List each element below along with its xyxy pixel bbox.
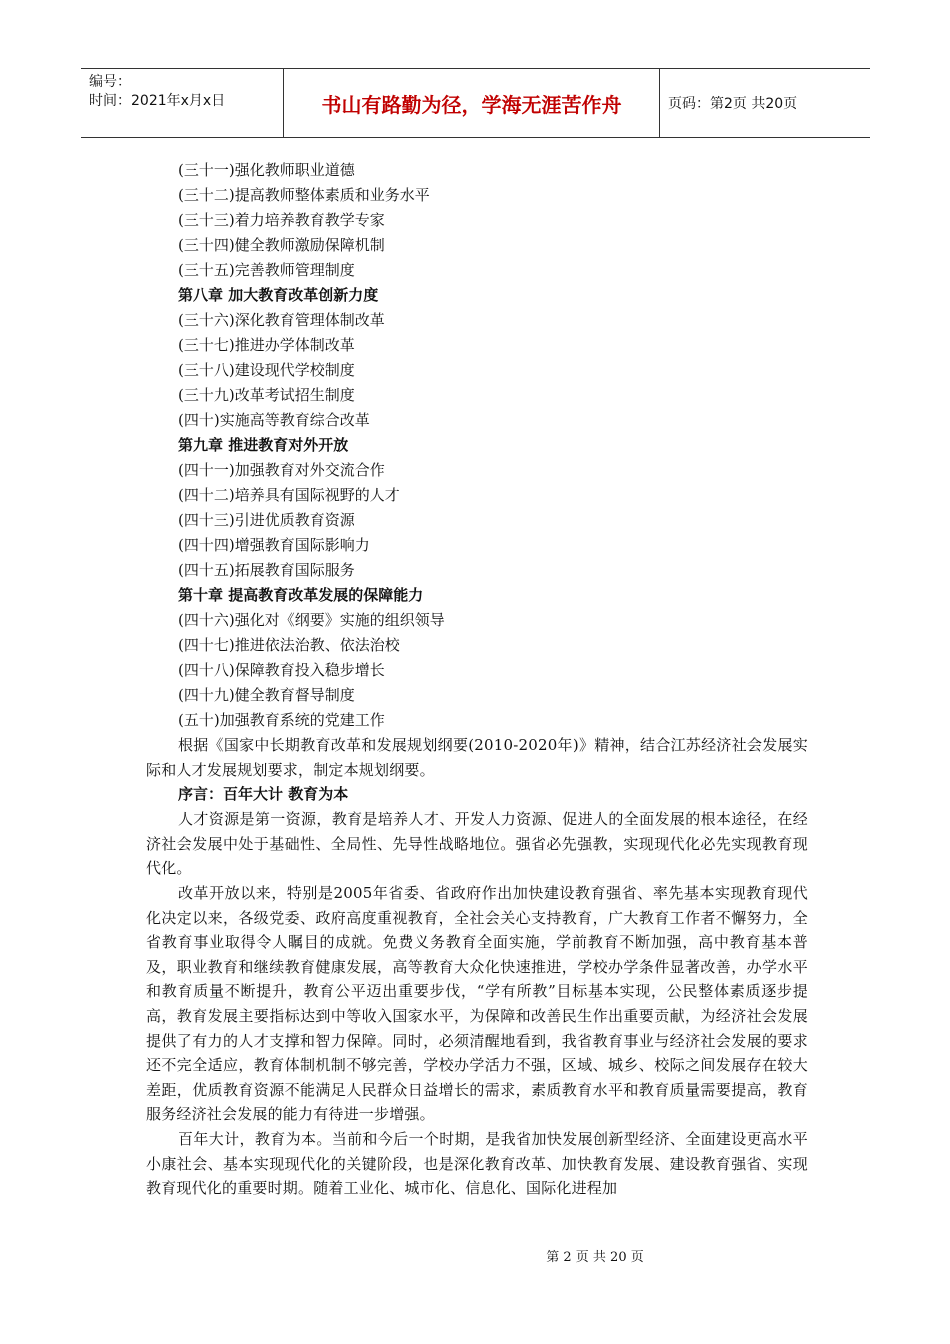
outline-item: (四十三)引进优质教育资源 bbox=[178, 511, 355, 529]
outline-item: (三十八)建设现代学校制度 bbox=[178, 361, 355, 379]
outline-item: (四十六)强化对《纲要》实施的组织领导 bbox=[178, 611, 445, 629]
chapter-heading: 第十章 提高教育改革发展的保障能力 bbox=[178, 586, 424, 604]
outline-item: (三十一)强化教师职业道德 bbox=[178, 161, 355, 179]
outline-item: (四十九)健全教育督导制度 bbox=[178, 686, 355, 704]
outline-item: (四十一)加强教育对外交流合作 bbox=[178, 461, 385, 479]
outline-item: (三十九)改革考试招生制度 bbox=[178, 386, 355, 404]
page-header bbox=[81, 68, 870, 138]
outline-item: (三十六)深化教育管理体制改革 bbox=[178, 311, 385, 329]
outline-item: (五十)加强教育系统的党建工作 bbox=[178, 711, 385, 729]
number-label: 编号： bbox=[89, 74, 131, 90]
outline-item: (三十五)完善教师管理制度 bbox=[178, 261, 355, 279]
header-page-code: 页码：第2页 共20页 bbox=[668, 96, 798, 112]
paragraph: 根据《国家中长期教育改革和发展规划纲要(2010-2020年)》精神，结合江苏经济社会发展实际和人才发展规划要求，制定本规划纲要。 bbox=[146, 736, 808, 779]
outline-item: (三十二)提高教师整体素质和业务水平 bbox=[178, 186, 430, 204]
outline-item: (四十二)培养具有国际视野的人才 bbox=[178, 486, 400, 504]
outline-item: (四十八)保障教育投入稳步增长 bbox=[178, 661, 385, 679]
outline-item: (三十七)推进办学体制改革 bbox=[178, 336, 355, 354]
header-motto: 书山有路勤为径，学海无涯苦作舟 bbox=[284, 69, 660, 137]
outline-item: (四十五)拓展教育国际服务 bbox=[178, 561, 355, 579]
document-body bbox=[146, 158, 808, 1201]
header-meta bbox=[81, 69, 284, 137]
page-footer bbox=[0, 1246, 950, 1265]
section-heading: 序言：百年大计 教育为本 bbox=[178, 785, 349, 804]
outline-item: (四十)实施高等教育综合改革 bbox=[178, 411, 370, 429]
outline-list bbox=[146, 158, 808, 733]
paragraph: 改革开放以来，特别是2005年省委、省政府作出加快建设教育强省、率先基本实现教育现代化决定以来，各级党委、政府高度重视教育，全社会关心支持教育，广大教育工作者不懈努力，全省教育事业取得令人瞩目的成就。免费义务教育全面实施，学前教育不断加强，高中教育基本普及，职业教育和继续教育健康发展，高等教育大众化快速推进，学校办学条件显著改善，办学水平和教育质量不断提升，教育公平迈出重要步伐，“学有所教”目标基本实现，公民整体素质逐步提高，教育发展主要指标达到中等收入国家水平，为保障和改善民生作出重要贡献，为经济社会发展提供了有力的人才支撑和智力保障。同时，必须清醒地看到，我省教育事业与经济社会发展的要求还不完全适应，教育体制机制不够完善，学校办学活力不强，区域、城乡、校际之间发展存在较大差距，优质教育资源不能满足人民群众日益增长的需求，素质教育水平和教育质量需要提高，教育服务经济社会发展的能力有待进一步增强。 bbox=[146, 883, 808, 1124]
paragraph: 人才资源是第一资源，教育是培养人才、开发人力资源、促进人的全面发展的根本途径，在经济社会发展中处于基础性、全局性、先导性战略地位。强省必先强教，实现现代化必先实现教育现代化。 bbox=[146, 810, 808, 878]
footer-page-number: 第 2 页 共 20 页 bbox=[546, 1250, 644, 1265]
chapter-heading: 第九章 推进教育对外开放 bbox=[178, 436, 349, 454]
time-label: 时间：2021年x月x日 bbox=[89, 93, 226, 109]
outline-item: (四十四)增强教育国际影响力 bbox=[178, 536, 370, 554]
body-paragraphs bbox=[146, 733, 808, 1201]
outline-item: (四十七)推进依法治教、依法治校 bbox=[178, 636, 400, 654]
paragraph: 百年大计，教育为本。当前和今后一个时期，是我省加快发展创新型经济、全面建设更高水平小康社会、基本实现现代化的关键阶段，也是深化教育改革、加快教育发展、建设教育强省、实现教育现代化的重要时期。随着工业化、城市化、信息化、国际化进程加 bbox=[146, 1129, 808, 1198]
outline-item: (三十三)着力培养教育教学专家 bbox=[178, 211, 385, 229]
chapter-heading: 第八章 加大教育改革创新力度 bbox=[178, 286, 379, 304]
outline-item: (三十四)健全教师激励保障机制 bbox=[178, 236, 385, 254]
